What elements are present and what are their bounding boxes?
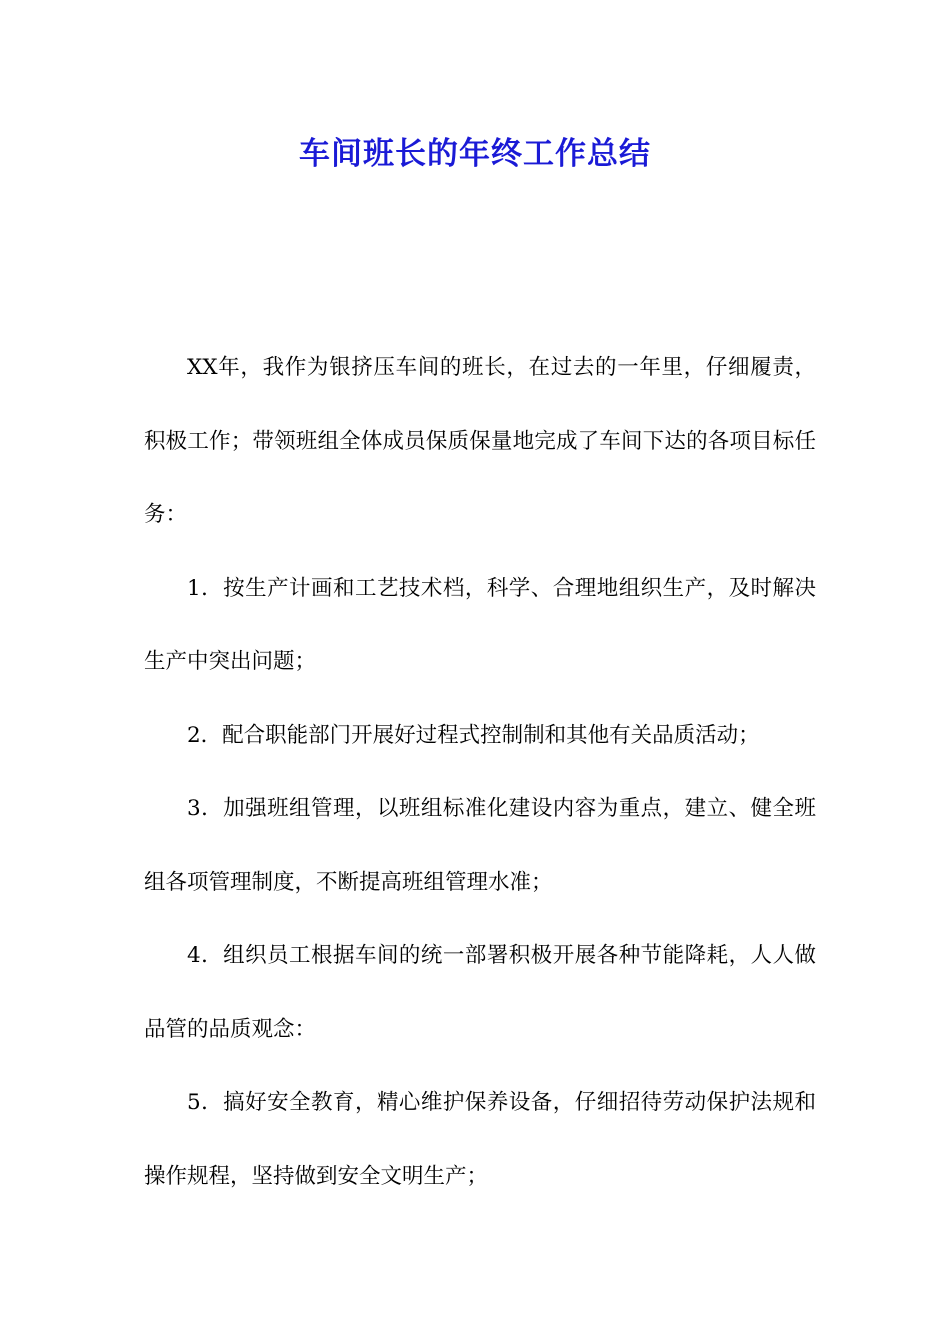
list-item-3: 3．加强班组管理，以班组标准化建设内容为重点，建立、健全班组各项管理制度，不断提高班组管理水准； — [144, 796, 816, 895]
list-item-1: 1．按生产计画和工艺技术档，科学、合理地组织生产，及时解决生产中突出问题； — [144, 575, 816, 674]
list-item-4: 4．组织员工根据车间的统一部署积极开展各种节能降耗，人人做品管的品质观念： — [144, 943, 816, 1042]
paragraph-intro: XX年，我作为银挤压车间的班长，在过去的一年里，仔细履责，积极工作；带领班组全体成员保质保量地完成了车间下达的各项目标任务： — [144, 355, 816, 527]
document-title: 车间班长的年终工作总结 — [299, 136, 651, 172]
list-item-5: 5．搞好安全教育，精心维护保养设备，仔细招待劳动保护法规和操作规程，坚持做到安全文明生产； — [144, 1090, 816, 1189]
list-item-2: 2．配合职能部门开展好过程式控制制和其他有关品质活动； — [187, 722, 760, 748]
document-body — [144, 331, 816, 1213]
